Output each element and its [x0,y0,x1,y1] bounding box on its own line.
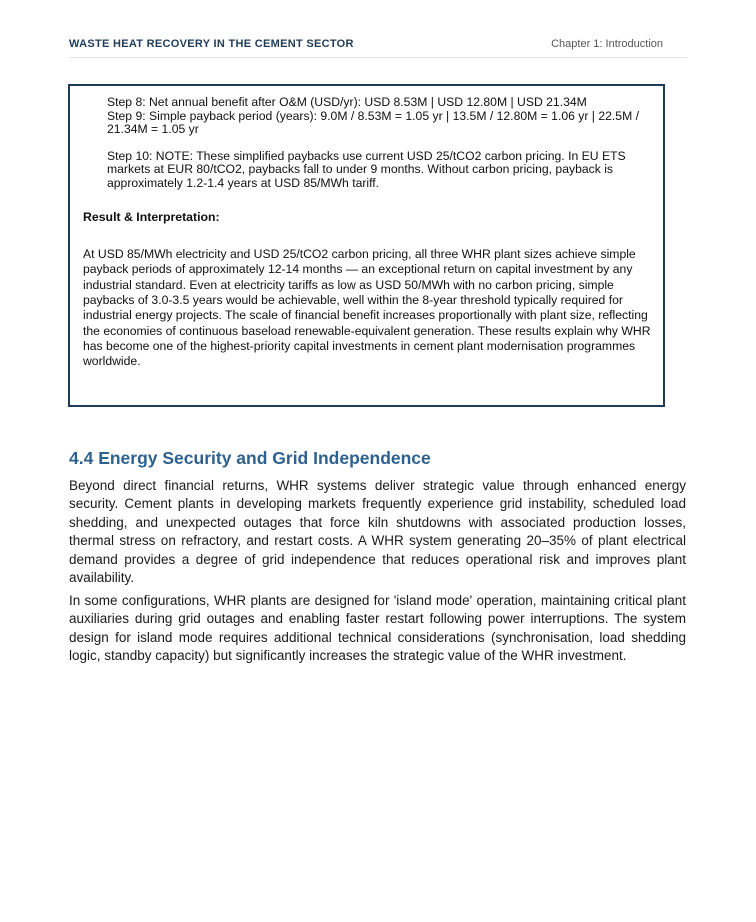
calc-step-8: Step 8: Net annual benefit after O&M (USD/yr): USD 8.53M | USD 12.80M | USD 21.34M [107,95,587,109]
step-spacer [83,137,651,150]
chapter-label: Chapter 1: Introduction [551,38,663,50]
calculation-box-content [70,86,663,370]
running-title: WASTE HEAT RECOVERY IN THE CEMENT SECTOR [69,38,354,50]
body-paragraph: Beyond direct financial returns, WHR systems deliver strategic value through enhanced energy security. Cement plants in developing markets frequently experience grid instability, scheduled load shedding, and unexpected outages that force kiln shutdowns with associated production losses, thermal stress on refractory, and restart costs. A WHR system generating 20–35% of plant electrical demand provides a degree of grid independence that reduces operational risk and improves plant availability. [69,478,686,586]
page-header [69,37,687,58]
calc-step-9: Step 9: Simple payback period (years): 9.0M / 8.53M = 1.05 yr | 13.5M / 12.80M = 1.06 yr | 22.5M / 21.34M = 1.05 yr [107,108,640,137]
section-heading: 4.4 Energy Security and Grid Independence [69,448,431,468]
calculation-box [68,84,665,407]
body-paragraph: In some configurations, WHR plants are designed for 'island mode' operation, maintaining critical plant auxiliaries during grid outages and enabling faster restart following power interruptions. The system design for island mode requires additional technical considerations (synchronisation, load shedding logic, standby capacity) but significantly increases the strategic value of the WHR investment. [69,593,686,664]
calc-step-10: Step 10: NOTE: These simplified paybacks use current USD 25/tCO2 carbon pricing. In EU ETS markets at EUR 80/tCO2, paybacks fall to under 9 months. Without carbon pricing, payback is approximately 1.2-1.4 years at USD 85/MWh tariff. [107,148,626,190]
result-text: At USD 85/MWh electricity and USD 25/tCO2 carbon pricing, all three WHR plant sizes achieve simple payback periods of approximately 12-14 months — an exceptional return on capital investment by any industrial standard. Even at electricity tariffs as low as USD 50/MWh with no carbon pricing, simple paybacks of 3.0-3.5 years would be achievable, well within the 8-year threshold typically required for industrial energy projects. The scale of financial benefit increases proportionally with plant size, reflecting the economies of continuous baseload renewable-equivalent generation. These results explain why WHR has become one of the highest-priority capital investments in cement plant modernisation programmes worldwide. [83,247,651,369]
result-heading: Result & Interpretation: [83,209,220,224]
